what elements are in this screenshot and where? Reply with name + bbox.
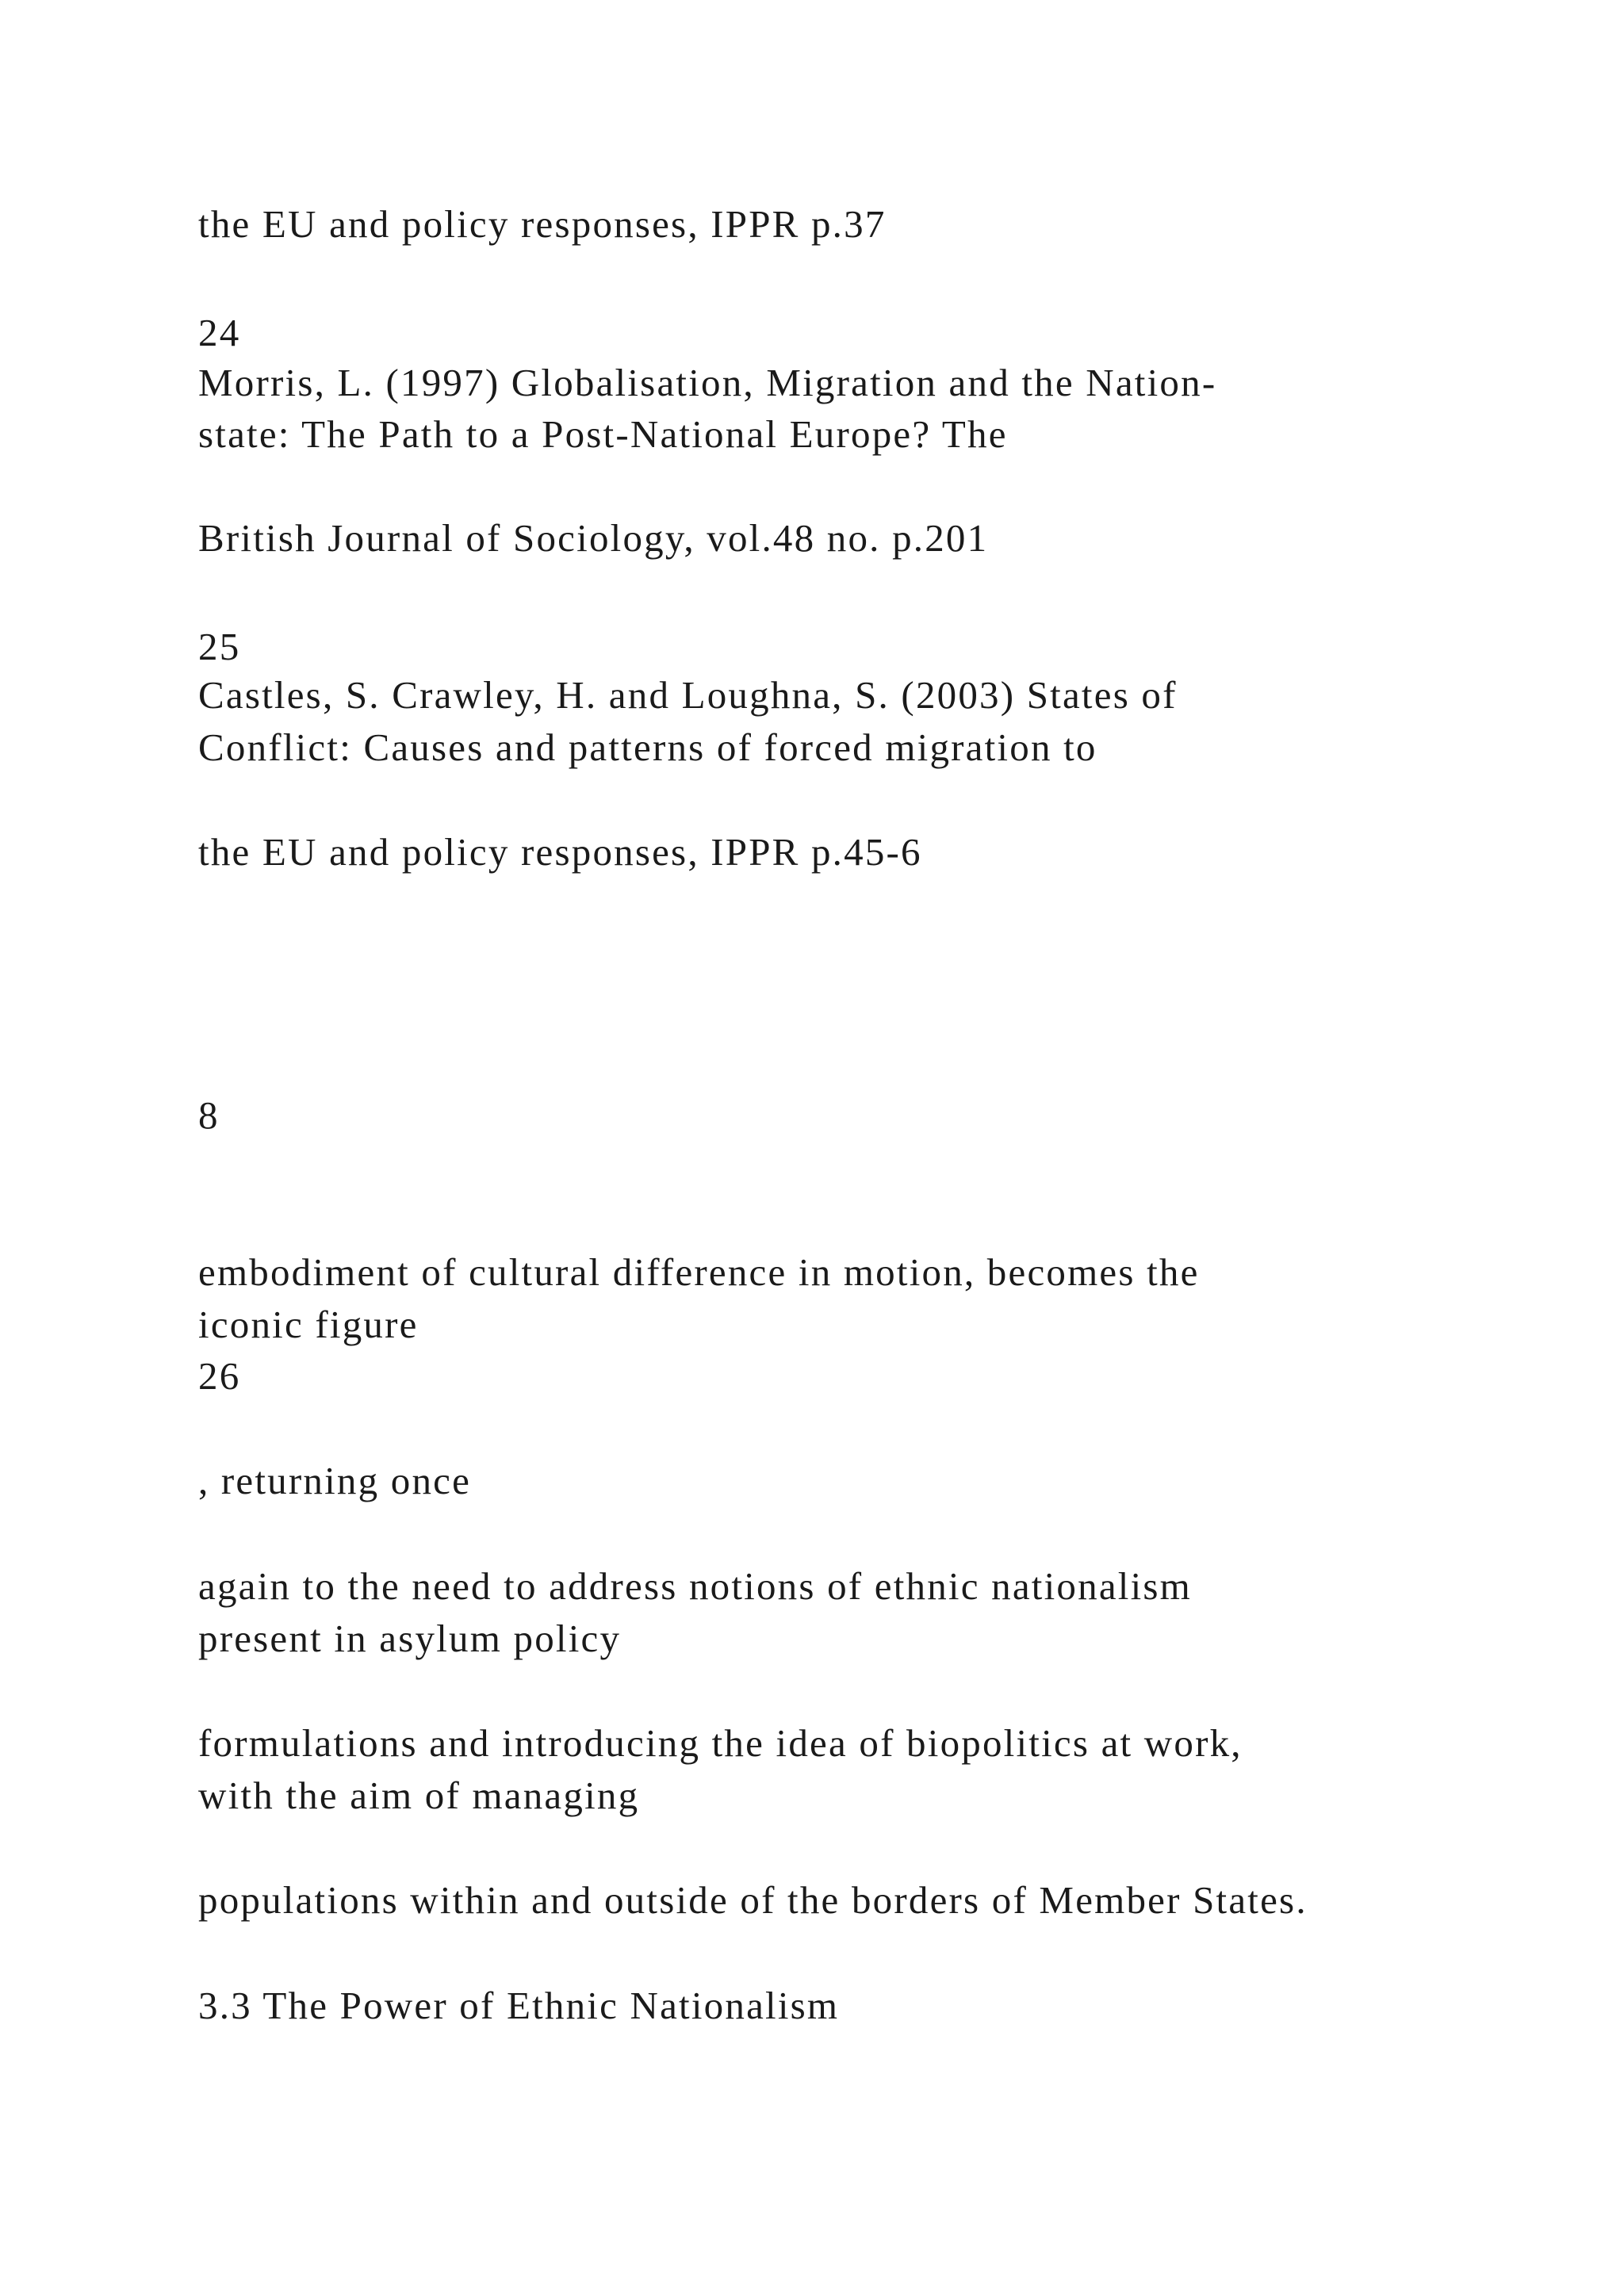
page-number: 8: [198, 1093, 220, 1137]
body-line-3: , returning once: [198, 1459, 472, 1502]
body-line-4: again to the need to address notions of ethnic nationalism: [198, 1564, 1192, 1608]
footnote-23-continuation: the EU and policy responses, IPPR p.37: [198, 202, 887, 246]
footnote-24-line-1: Morris, L. (1997) Globalisation, Migration and the Nation-: [198, 361, 1217, 404]
footnote-25-line-3: the EU and policy responses, IPPR p.45-6: [198, 830, 922, 874]
footnote-reference-26: 26: [198, 1354, 241, 1398]
footnote-24-line-2: state: The Path to a Post-National Europe? The: [198, 412, 1008, 456]
footnote-25-line-2: Conflict: Causes and patterns of forced migration to: [198, 725, 1097, 769]
body-line-2: iconic figure: [198, 1303, 419, 1346]
body-line-7: with the aim of managing: [198, 1774, 640, 1817]
footnote-24-line-3: British Journal of Sociology, vol.48 no. p.201: [198, 516, 989, 560]
body-line-5: present in asylum policy: [198, 1617, 622, 1660]
body-line-8: populations within and outside of the borders of Member States.: [198, 1878, 1308, 1922]
footnote-25-line-1: Castles, S. Crawley, H. and Loughna, S. (2003) States of: [198, 673, 1178, 717]
section-heading: 3.3 The Power of Ethnic Nationalism: [198, 1984, 840, 2027]
body-line-6: formulations and introducing the idea of biopolitics at work,: [198, 1721, 1243, 1765]
footnote-number-25: 25: [198, 625, 241, 668]
body-line-1: embodiment of cultural difference in motion, becomes the: [198, 1250, 1200, 1294]
footnote-number-24: 24: [198, 311, 241, 354]
